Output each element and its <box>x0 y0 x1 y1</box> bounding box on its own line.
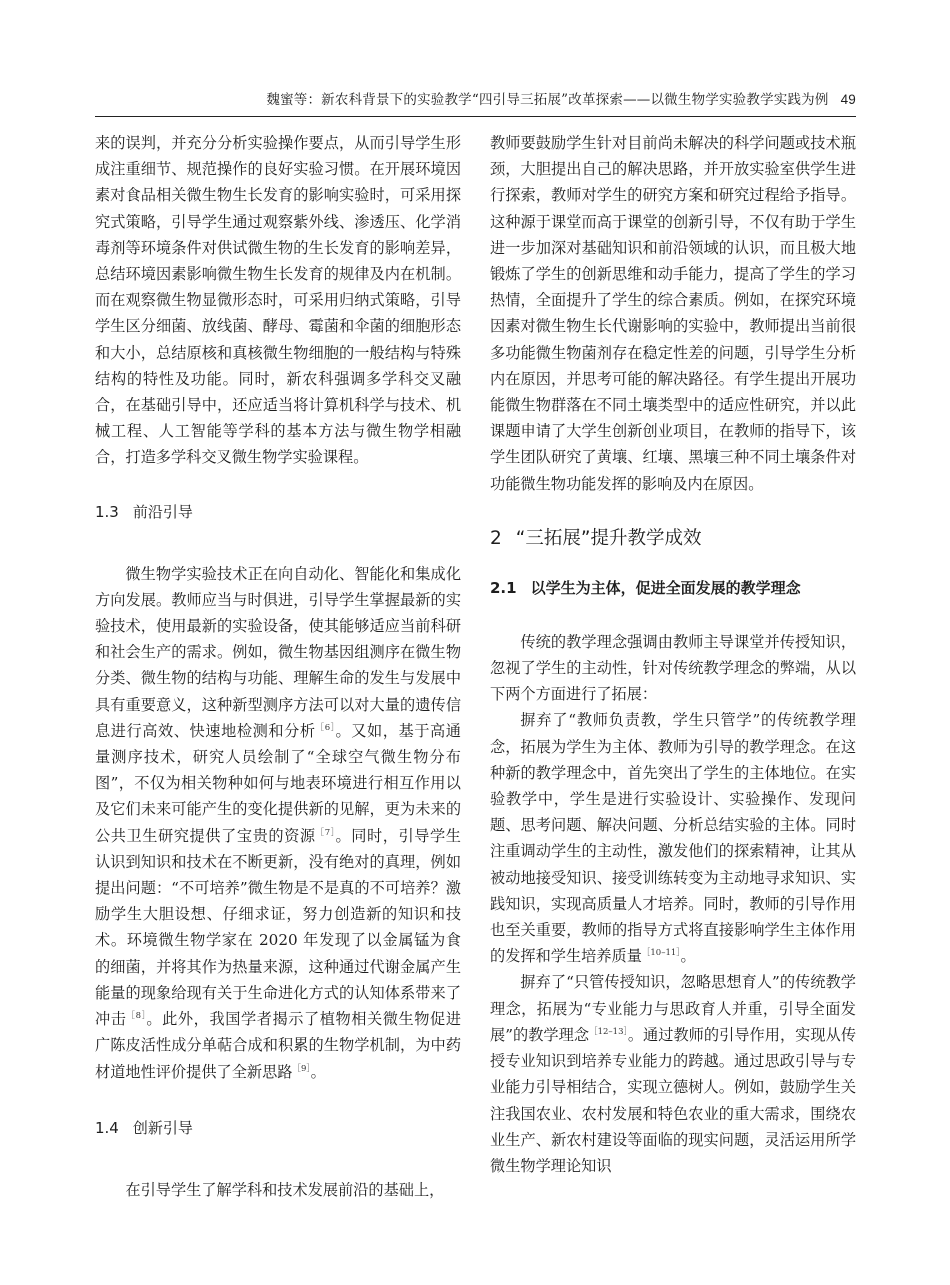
section-title: 前沿引导 <box>132 502 193 521</box>
text-run: 。通过教师的引导作用，实现从传授专业知识到培养专业能力的跨越。通过思政引导与专业能力引导相结合，实现立德树人。例如，鼓励学生关注我国农业、农村发展和特色农业的重大需求，围绕农业生产、新农村建设等面临的现实问题，灵活运用所学微生物学理论知识 <box>490 1025 857 1175</box>
text-run: 摒弃了“教师负责教，学生只管学”的传统教学理念，拓展为学生为主体、教师为引导的教学理念。在这种新的教学理念中，首先突出了学生的主体地位。在实验教学中，学生是进行实验设计、实验操作、发现问题、思考问题、解决问题、分析总结实验的主体。同时注重调动学生的主动性，激发他们的探索精神，让其从被动地接受知识、接受训练转变为主动地寻求知识、实践知识，实现高质量人才培养。同时，教师的引导作用也至关重要，教师的指导方式将直接影响学生主体作用的发挥和学生培养质量 <box>490 711 856 966</box>
citation-ref: ［9］ <box>292 1063 311 1074</box>
section-heading-1-3 <box>95 501 461 523</box>
text-run: 微生物学实验技术正在向自动化、智能化和集成化方向发展。教师应当与时俱进，引导学生掌握最新的实验技术，使用最新的实验设备，使其能够适应当前科研和社会生产的需求。例如，微生物基因组测序在微生物分类、微生物的结构与功能、理解生命的发生与发展中具有重要意义，这种新型测序方法可以对大量的遗传信息进行高效、快速地检测和分析 <box>95 564 461 740</box>
section-number: 2 <box>490 527 502 549</box>
section-heading-2-1 <box>490 577 856 599</box>
paragraph-continued: 来的误判，并充分分析实验操作要点，从而引导学生形成注重细节、规范操作的良好实验习惯。在开展环境因素对食品相关微生物生长发育的影响实验时，可采用探究式策略，引导学生通过观察紫外线、渗透压、化学消毒剂等环境条件对供试微生物的生长发育的影响差异，总结环境因素影响微生物生长发育的规律及内在机制。而在观察微生物显微形态时，可采用归纳式策略，引导学生区分细菌、放线菌、酵母、霉菌和伞菌的细胞形态和大小，总结原核和真核微生物细胞的一般结构与特殊结构的特性及功能。同时，新农科强调多学科交叉融合，在基础引导中，还应适当将计算机科学与技术、机械工程、人工智能等学科的基本方法与微生物学相融合，打造多学科交叉微生物学实验课程。 <box>95 134 461 467</box>
paragraph-ideological <box>490 969 856 1179</box>
section-number: 1.3 <box>95 502 119 521</box>
text-run: 。同时，引导学生认识到知识和技术在不断更新，没有绝对的真理，例如提出问题：“不可培养”微生物是不是真的不可培养？激励学生大胆设想、仔细求证，努力创造新的知识和技术。环境微生物学家在 2020 年发现了以金属锰为食的细菌，并将其作为热量来源，这种通过代谢金属产生能量的现象给现有关于生命进化方式的认知体系带来了冲击 <box>95 826 461 1029</box>
paragraph-student-centered <box>490 707 856 969</box>
section-heading-1-4 <box>95 1117 461 1139</box>
paragraph-frontier <box>95 561 461 1085</box>
paragraph-continued: 教师要鼓励学生针对目前尚未解决的科学问题或技术瓶颈，大胆提出自己的解决思路，并开放实验室供学生进行探索，教师对学生的研究方案和研究过程给予指导。这种源于课堂而高于课堂的创新引导，不仅有助于学生进一步加深对基础知识和前沿领域的认识，而且极大地锻炼了学生的创新思维和动手能力，提高了学生的学习热情，全面提升了学生的综合素质。例如，在探究环境因素对微生物生长代谢影响的实验中，教师提出当前很多功能微生物菌剂存在稳定性差的问题，引导学生分析内在原因，并思考可能的解决路径。有学生提出开展功能微生物群落在不同土壤类型中的适应性研究，并以此课题申请了大学生创新创业项目，在教师的指导下，该学生团队研究了黄壤、红壤、黑壤三种不同土壤条件对功能微生物功能发挥的影响及内在原因。 <box>490 134 856 493</box>
text-run: 。又如，基于高通量测序技术，研究人员绘制了“全球空气微生物分布图”，不仅为相关物种如何与地表环境进行相互作用以及它们未来可能产生的变化提供新的见解，更为未来的公共卫生研究提供了宝贵的资源 <box>95 721 461 845</box>
right-column <box>490 130 856 1179</box>
text-run: 。 <box>310 1062 326 1081</box>
section-title: 创新引导 <box>132 1118 193 1137</box>
citation-ref: ［8］ <box>126 1011 147 1022</box>
section-heading-2 <box>490 525 856 553</box>
text-run: 摒弃了“只管传授知识，忽略思想育人”的传统教学理念，拓展为“专业能力与思政育人并重，引导全面发展”的教学理念 <box>490 973 856 1044</box>
citation-ref: ［7］ <box>315 827 336 838</box>
running-header <box>95 88 856 117</box>
section-title: 以学生为主体，促进全面发展的教学理念 <box>530 578 801 597</box>
section-number: 1.4 <box>95 1118 119 1137</box>
text-run: 。 <box>680 947 696 966</box>
citation-ref: ［6］ <box>315 722 336 733</box>
section-number: 2.1 <box>490 578 517 597</box>
text-run: 。此外，我国学者揭示了植物相关微生物促进广陈皮活性成分单萜合成和积累的生物学机制，为中药材道地性评价提供了全新思路 <box>95 1010 462 1081</box>
left-column <box>95 130 461 1203</box>
section-title: “三拓展”提升教学成效 <box>515 527 702 549</box>
citation-ref: ［10–11］ <box>641 948 681 959</box>
citation-ref: ［12–13］ <box>589 1026 628 1037</box>
running-title: 魏蜜等：新农科背景下的实验教学“四引导三拓展”改革探索——以微生物学实验教学实践为例 <box>266 92 829 108</box>
paragraph-innovation-start: 在引导学生了解学科和技术发展前沿的基础上， <box>125 1180 445 1199</box>
paragraph-traditional: 传统的教学理念强调由教师主导课堂并传授知识，忽视了学生的主动性，针对传统教学理念的弊端，从以下两个方面进行了拓展： <box>490 632 856 704</box>
page-number: 49 <box>840 92 856 107</box>
